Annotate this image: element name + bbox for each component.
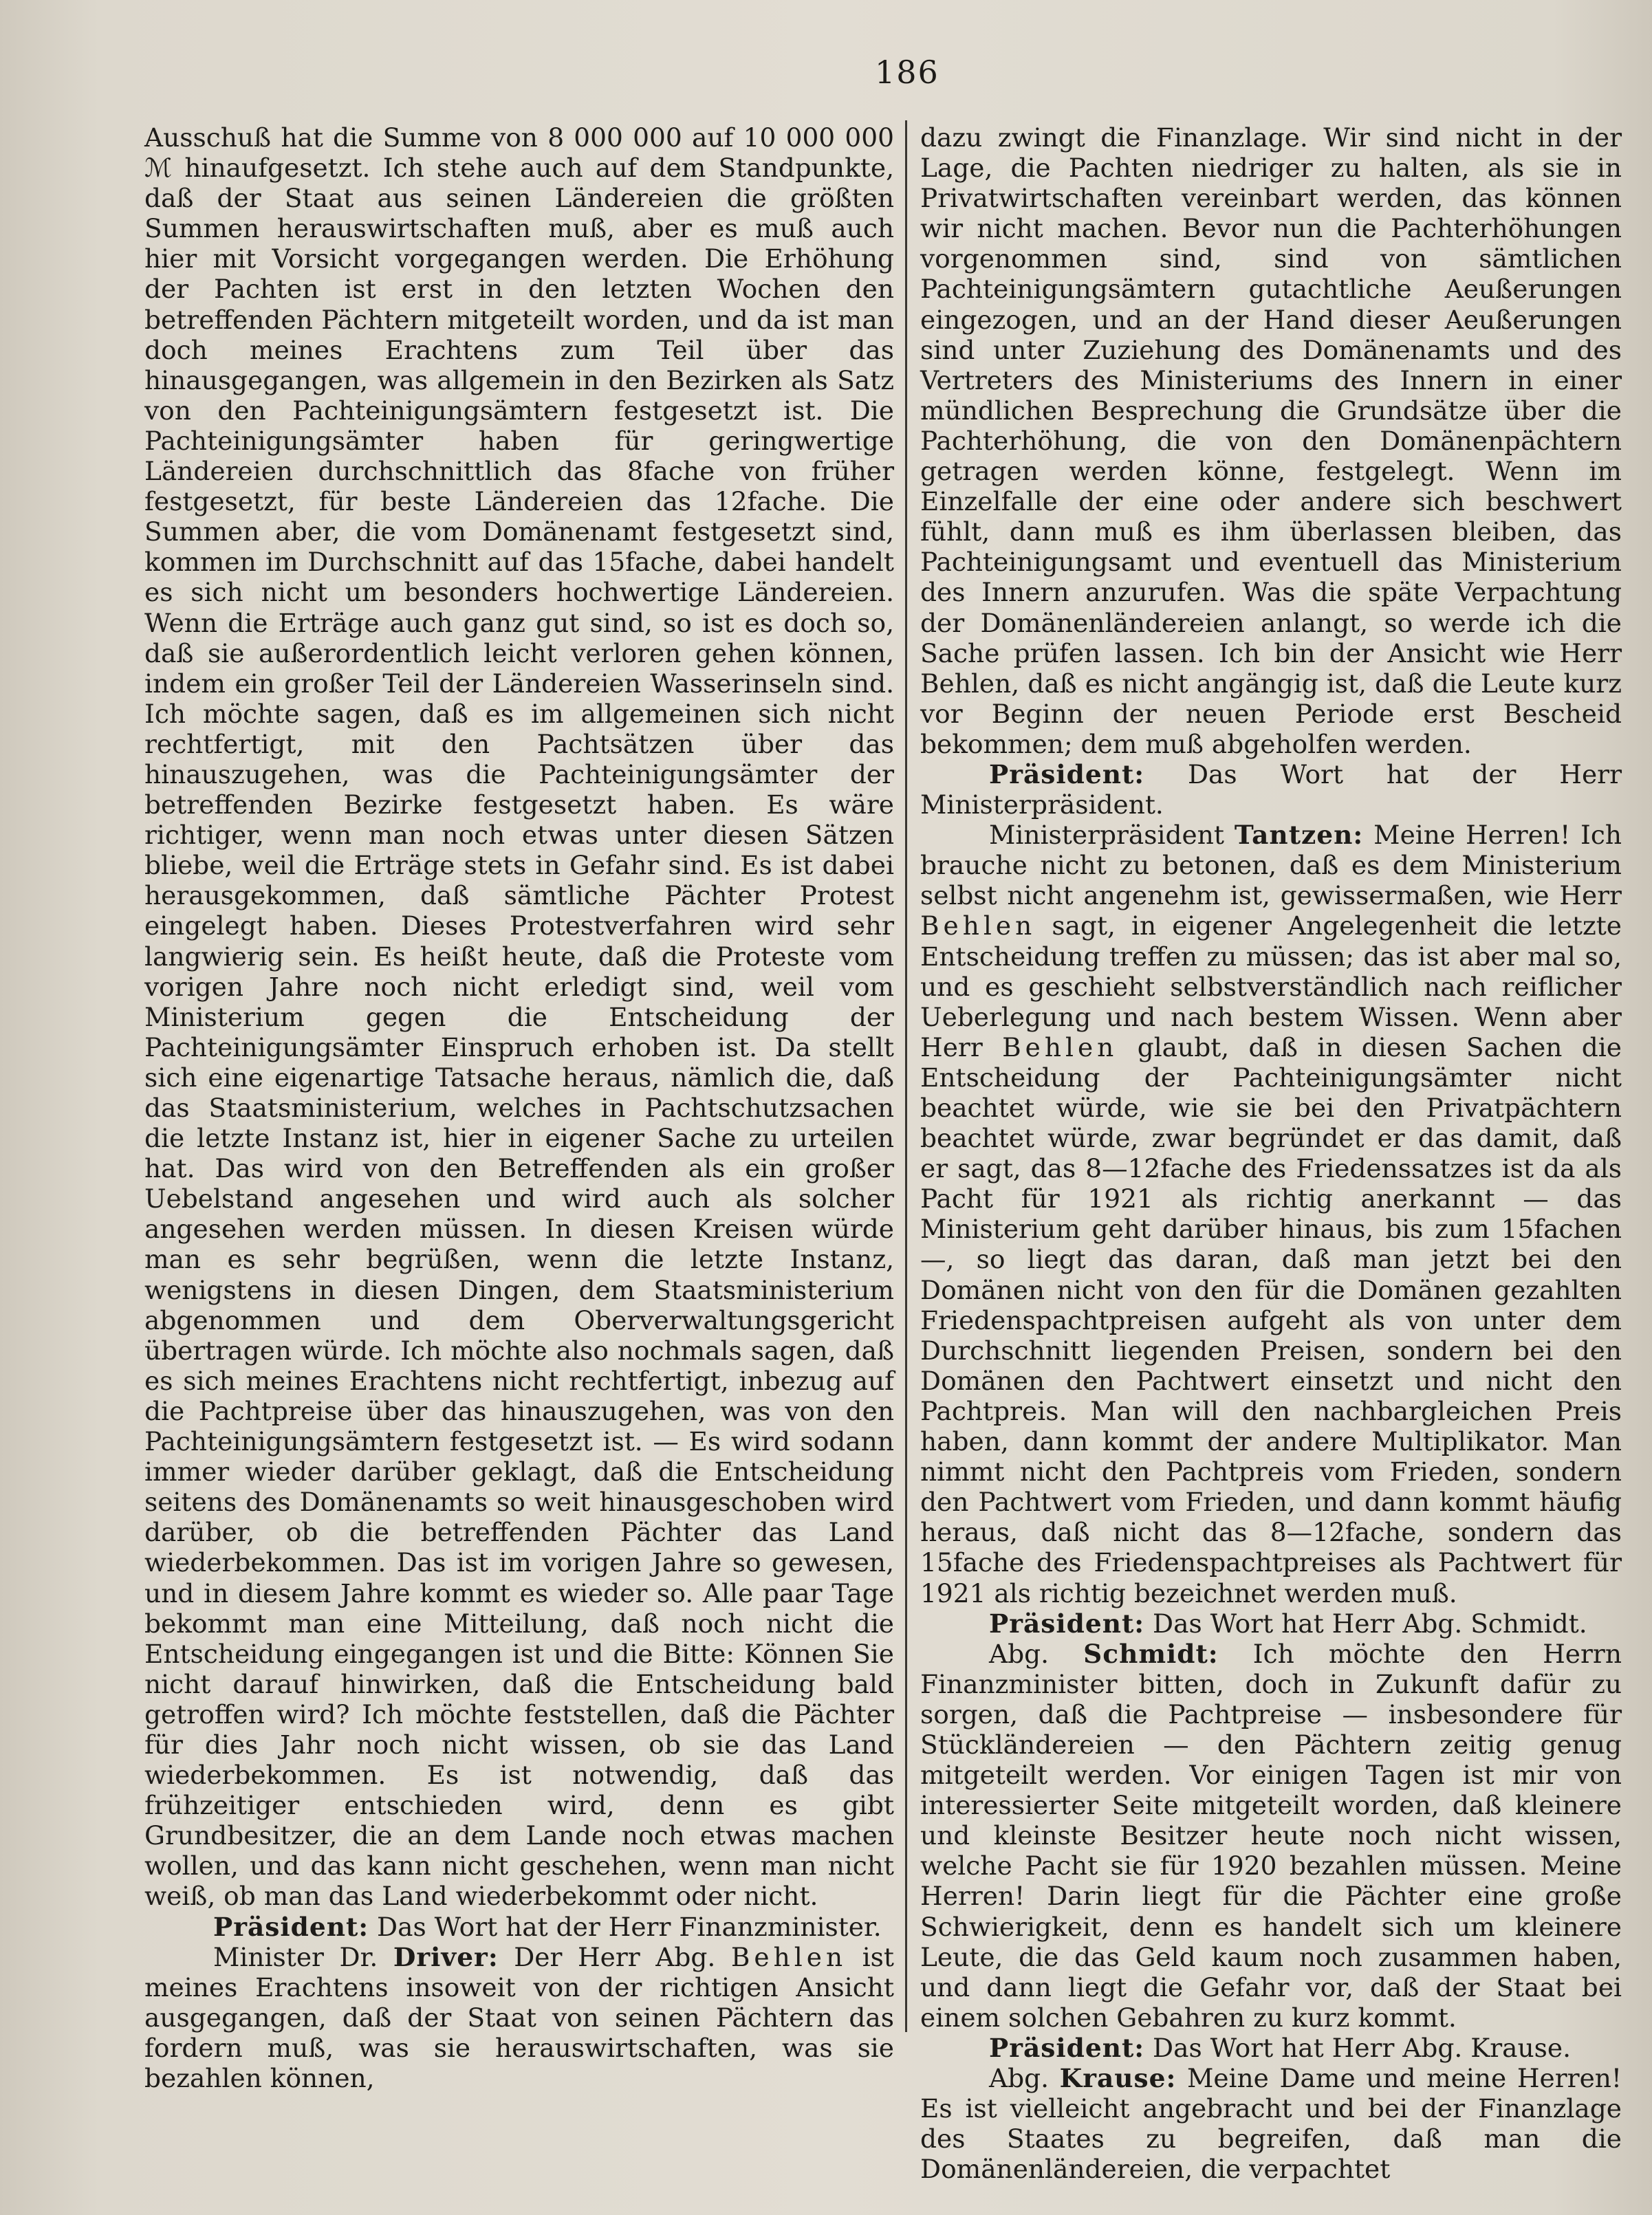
paragraph-text: ist meines Erachtens insoweit von der richtigen Ansicht ausgegangen, daß der Staat von seinen Pächtern das fordern muß, was sie herauswirtschaften, was sie bezahlen können,	[144, 1941, 894, 2093]
paragraph-text: Ich möchte den Herrn Finanzminister bitten, doch in Zukunft dafür zu sorgen, daß die Pachtpreise — insbesondere für Stückländereien — den Pächtern zeitig genug mitgeteilt werden. Vor einigen Tagen ist mir von interessierter Seite mitgeteilt worden, daß kleinere und kleinste Besitzer heute noch nicht wissen, welche Pacht sie für 1920 bezahlen müssen. Meine Herren! Darin liegt für die Pächter eine große Schwierigkeit, denn es handelt sich um kleinere Leute, die das Geld kaum noch zusammen haben, und dann liegt die Gefahr vor, daß der Staat bei einem solchen Gebahren zu kurz kommt.	[920, 1638, 1622, 2033]
paragraph: Ausschuß hat die Summe von 8 000 000 auf 10 000 000 ℳ hinaufgesetzt. Ich stehe auch auf dem Standpunkte, daß der Staat aus seinen Ländereien die größten Summen herauswirtschaften muß, aber es muß auch hier mit Vorsicht vorgegangen werden. Die Erhöhung der Pachten ist erst in den letzten Wochen den betreffenden Pächtern mitgeteilt worden, und da ist man doch meines Erachtens zum Teil über das hinausgegangen, was allgemein in den Bezirken als Satz von den Pachteinigungsämtern festgesetzt ist. Die Pachteinigungsämter haben für geringwertige Ländereien durchschnittlich das 8fache von früher festgesetzt, für beste Ländereien das 12fache. Die Summen aber, die vom Domänenamt festgesetzt sind, kommen im Durchschnitt auf das 15fache, dabei handelt es sich nicht um besonders hochwertige Ländereien. Wenn die Erträge auch ganz gut sind, so ist es doch so, daß sie außerordentlich leicht verloren gehen können, indem ein großer Teil der Ländereien Wasserinseln sind. Ich möchte sagen, daß es im allgemeinen sich nicht rechtfertigt, mit den Pachtsätzen über das hinauszugehen, was die Pachteinigungsämter der betreffenden Bezirke festgesetzt haben. Es wäre richtiger, wenn man noch etwas unter diesen Sätzen bliebe, weil die Erträge stets in Gefahr sind. Es ist dabei herausgekommen, daß sämtliche Pächter Protest eingelegt haben. Dieses Protestverfahren wird sehr langwierig sein. Es heißt heute, daß die Proteste vom vorigen Jahre noch nicht erledigt sind, weil vom Ministerium gegen die Entscheidung der Pachteinigungsämter Einspruch erhoben ist. Da stellt sich eine eigenartige Tatsache heraus, nämlich die, daß das Staatsministerium, welches in Pachtschutzsachen die letzte Instanz ist, hier in eigener Sache zu urteilen hat. Das wird von den Betreffenden als ein großer Uebelstand angesehen und wird auch als solcher angesehen werden müssen. In diesen Kreisen würde man es sehr begrüßen, wenn die letzte Instanz, wenigstens in diesen Dingen, dem Staatsministerium abgenommen und dem Oberverwaltungsgericht übertragen würde. Ich möchte also nochmals sagen, daß es sich meines Erachtens nicht rechtfertigt, inbezug auf die Pachtpreise über das hinauszugehen, was von den Pachteinigungsämtern festgesetzt ist. — Es wird sodann immer wieder darüber geklagt, daß die Entscheidung seitens des Domänenamts so weit hinausgeschoben wird darüber, ob die betreffenden Pächter das Land wiederbekommen. Das ist im vorigen Jahre so gewesen, und in diesem Jahre kommt es wieder so. Alle paar Tage bekommt man eine Mitteilung, daß noch nicht die Entscheidung eingegangen ist und die Bitte: Können Sie nicht darauf hinwirken, daß die Entscheidung bald getroffen wird? Ich möchte feststellen, daß die Pächter für dies Jahr noch nicht wissen, ob sie das Land wiederbekommen. Es ist notwendig, daß das frühzeitiger entschieden wird, denn es gibt Grundbesitzer, die an dem Lande noch etwas machen wollen, und das kann nicht geschehen, wenn man nicht weiß, ob man das Land wiederbekommt oder nicht.	[144, 122, 894, 1912]
speaker-paragraph	[920, 820, 1622, 1608]
speaker-title: Ministerpräsident	[989, 820, 1235, 851]
spaced-name: Behlen	[730, 1941, 847, 1972]
speaker-label: Tantzen:	[1234, 820, 1364, 851]
page-number: 186	[875, 54, 939, 91]
paragraph-text: sagt, in eigener Angelegenheit die letzte Entscheidung treffen zu müssen; das ist aber mal so, und es geschieht selbstverständlich nach reiflicher Ueberlegung und nach bestem Wissen. Wenn aber Herr	[920, 910, 1622, 1062]
speaker-paragraph	[920, 759, 1622, 820]
speaker-label: Präsident:	[989, 2032, 1145, 2063]
speaker-paragraph	[144, 1942, 894, 2093]
paragraph-text: Meine Dame und meine Herren! Es ist vielleicht angebracht und bei der Finanzlage des Staates zu begreifen, daß man die Domänenländereien, die verpachtet	[920, 2063, 1622, 2185]
speaker-paragraph	[920, 2063, 1622, 2184]
speaker-paragraph	[144, 1912, 894, 1942]
paragraph-text: Das Wort hat der Herr Finanzminister.	[369, 1911, 882, 1942]
left-column	[144, 122, 894, 2093]
speaker-label: Krause:	[1059, 2063, 1177, 2093]
spaced-name: Behlen	[1002, 1032, 1118, 1062]
speaker-paragraph	[920, 1639, 1622, 2033]
paragraph-text: Das Wort hat der Herr Ministerpräsident.	[920, 759, 1622, 820]
speaker-label: Driver:	[393, 1941, 499, 1972]
right-column	[920, 122, 1622, 2184]
spaced-name: Behlen	[920, 910, 1036, 941]
speaker-label: Präsident:	[989, 759, 1145, 789]
speaker-paragraph	[920, 1608, 1622, 1639]
speaker-label: Präsident:	[213, 1911, 369, 1942]
speaker-label: Schmidt:	[1083, 1638, 1219, 1669]
paragraph-text: Das Wort hat Herr Abg. Schmidt.	[1144, 1608, 1587, 1639]
paragraph: dazu zwingt die Finanzlage. Wir sind nicht in der Lage, die Pachten niedriger zu halten, als sie in Privatwirtschaften vereinbart werden, das können wir nicht machen. Bevor nun die Pachterhöhungen vorgenommen sind, sind von sämtlichen Pachteinigungsämtern gutachtliche Aeußerungen eingezogen, und an der Hand dieser Aeußerungen sind unter Zuziehung des Domänenamts und des Vertreters des Ministeriums des Innern in einer mündlichen Besprechung die Grundsätze über die Pachterhöhung, die von den Domänenpächtern getragen werden könne, festgelegt. Wenn im Einzelfalle der eine oder andere sich beschwert fühlt, dann muß es ihm überlassen bleiben, das Pachteinigungsamt und eventuell das Ministerium des Innern anzurufen. Was die späte Verpachtung der Domänenländereien anlangt, so werde ich die Sache prüfen lassen. Ich bin der Ansicht wie Herr Behlen, daß es nicht angängig ist, daß die Leute kurz vor Beginn der neuen Periode erst Bescheid bekommen; dem muß abgeholfen werden.	[920, 122, 1622, 759]
speaker-title: Abg.	[989, 2063, 1060, 2093]
paragraph-text: glaubt, daß in diesen Sachen die Entscheidung der Pachteinigungsämter nicht beachtet würde, wie sie bei den Privatpächtern beachtet würde, zwar begründet er das damit, daß er sagt, das 8—12fache des Friedenssatzes ist da als Pacht für 1921 als richtig anerkannt — das Ministerium geht darüber hinaus, bis zum 15fachen —, so liegt das daran, daß man jetzt bei den Domänen nicht von den für die Domänen gezahlten Friedenspachtpreisen aufgeht als von unter dem Durchschnitt liegenden Preisen, sondern bei den Domänen den Pachtwert einsetzt und nicht den Pachtpreis. Man will den nachbargleichen Preis haben, dann kommt der andere Multiplikator. Man nimmt nicht den Pachtpreis vom Frieden, sondern den Pachtwert vom Frieden, und dann kommt häufig heraus, daß nicht das 8—12fache, sondern das 15fache des Friedenspachtpreises als Pachtwert für 1921 als richtig bezeichnet werden muß.	[920, 1032, 1622, 1608]
speaker-paragraph	[920, 2033, 1622, 2063]
paragraph-text: Meine Herren! Ich brauche nicht zu betonen, daß es dem Ministerium selbst nicht angenehm ist, gewissermaßen, wie Herr	[920, 820, 1622, 911]
speaker-title: Abg.	[989, 1638, 1084, 1669]
column-divider	[905, 120, 907, 2032]
speaker-label: Präsident:	[989, 1608, 1145, 1639]
paragraph-text: Das Wort hat Herr Abg. Krause.	[1144, 2032, 1572, 2063]
speaker-title: Minister Dr.	[213, 1941, 393, 1972]
paragraph-text: Der Herr Abg.	[498, 1941, 731, 1972]
